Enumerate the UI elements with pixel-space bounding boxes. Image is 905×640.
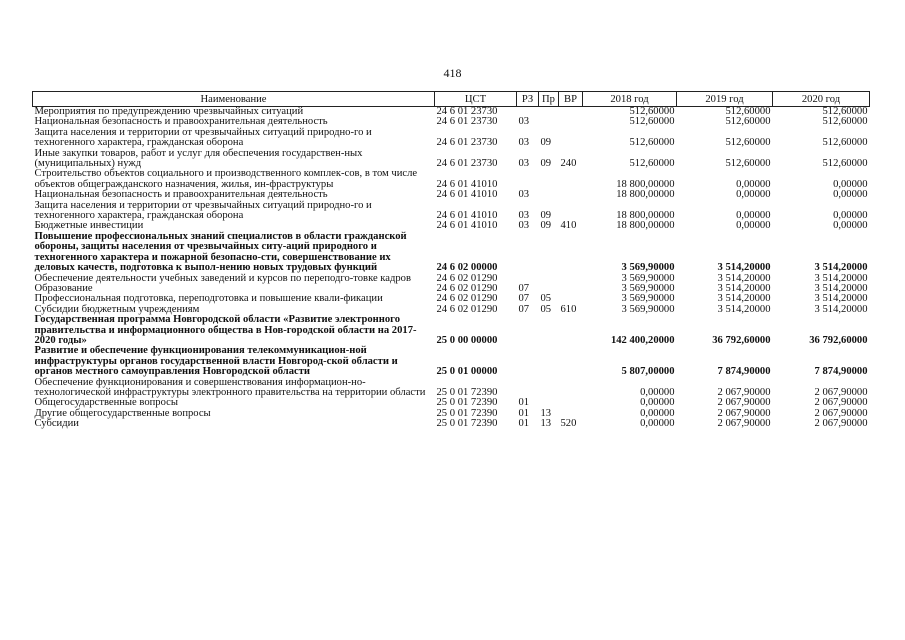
row-value-2020: 7 874,90000 [814, 366, 868, 378]
row-cst: 25 0 01 72390 [436, 418, 498, 430]
row-value-2020: 512,60000 [822, 106, 868, 117]
row-value-2020: 0,00000 [833, 189, 868, 201]
row-vr [559, 232, 583, 274]
row-rz [517, 315, 539, 346]
row-name: Обеспечение функционирования и совершенствования информацион-но- технологической инфраструктуры электронного правительства на территории области [34, 376, 426, 398]
row-value-2020: 2 067,90000 [814, 418, 868, 430]
row-value-2019: 512,60000 [725, 106, 771, 117]
row-value-2019: 0,00000 [736, 189, 771, 201]
row-value-2018: 5 807,00000 [621, 366, 675, 378]
row-name: Национальная безопасность и правоохранительная деятельность [34, 116, 328, 128]
row-rz: 03 [518, 158, 530, 170]
row-value-2020: 0,00000 [833, 220, 868, 232]
row-vr [559, 378, 583, 399]
row-value-2018: 18 800,00000 [616, 210, 675, 222]
row-vr [559, 190, 583, 200]
row-vr [559, 107, 583, 118]
row-value-2019: 3 514,20000 [717, 293, 771, 305]
budget-table [32, 91, 870, 430]
table-row [33, 232, 870, 274]
row-vr: 520 [560, 418, 577, 430]
row-cst: 24 6 01 41010 [436, 210, 498, 222]
row-value-2020: 512,60000 [822, 158, 868, 170]
row-cst: 25 0 01 72390 [436, 397, 498, 409]
row-value-2018: 18 800,00000 [616, 220, 675, 232]
header-rz: РЗ [517, 92, 539, 107]
row-name: Национальная безопасность и правоохранительная деятельность [34, 189, 328, 201]
row-value-2018: 512,60000 [629, 106, 675, 117]
row-cst: 24 6 01 41010 [436, 178, 498, 190]
row-name: Мероприятия по предупреждению чрезвычайных ситуаций [34, 106, 304, 117]
row-value-2019: 3 514,20000 [717, 272, 771, 284]
table-row [33, 169, 870, 190]
table-row [33, 315, 870, 346]
row-rz: 03 [518, 210, 530, 222]
row-vr: 610 [560, 303, 577, 315]
row-pr: 05 [540, 293, 552, 305]
row-pr [539, 378, 559, 399]
row-vr [559, 128, 583, 149]
row-rz: 03 [518, 189, 530, 201]
row-value-2020: 36 792,60000 [809, 334, 868, 346]
row-rz [517, 232, 539, 274]
table-row [33, 378, 870, 399]
row-pr [539, 274, 559, 284]
row-value-2019: 36 792,60000 [712, 334, 771, 346]
row-cst: 25 0 00 00000 [436, 334, 498, 346]
row-value-2018: 18 800,00000 [616, 178, 675, 190]
row-pr: 09 [540, 158, 552, 170]
table-header-row [33, 92, 870, 107]
row-cst: 24 6 02 01290 [436, 303, 498, 315]
row-rz [517, 169, 539, 190]
row-value-2018: 18 800,00000 [616, 189, 675, 201]
row-rz: 07 [518, 282, 530, 294]
header-cst: ЦСТ [435, 92, 517, 107]
row-vr [559, 274, 583, 284]
row-value-2018: 3 569,90000 [621, 303, 675, 315]
row-pr [539, 117, 559, 127]
row-vr [559, 398, 583, 408]
row-rz: 03 [518, 137, 530, 149]
table-row [33, 419, 870, 429]
row-value-2019: 3 514,20000 [717, 303, 771, 315]
header-pr: Пр [539, 92, 559, 107]
row-vr [559, 346, 583, 377]
row-value-2019: 2 067,90000 [717, 418, 771, 430]
header-vr: ВР [559, 92, 583, 107]
row-rz: 03 [518, 220, 530, 232]
row-vr [559, 201, 583, 222]
row-value-2019: 3 514,20000 [717, 262, 771, 274]
row-value-2020: 3 514,20000 [814, 303, 868, 315]
row-name: Субсидии [34, 418, 79, 430]
row-vr [559, 169, 583, 190]
row-pr: 05 [540, 303, 552, 315]
row-vr: 240 [560, 158, 577, 170]
row-cst: 25 0 01 72390 [436, 386, 498, 398]
row-value-2018: 512,60000 [629, 158, 675, 170]
row-value-2019: 2 067,90000 [717, 407, 771, 419]
row-value-2019: 0,00000 [736, 220, 771, 232]
row-cst: 24 6 02 01290 [436, 293, 498, 305]
row-cst: 24 6 02 01290 [436, 272, 498, 284]
row-pr: 13 [540, 407, 552, 419]
row-value-2019: 3 514,20000 [717, 282, 771, 294]
row-value-2020: 512,60000 [822, 137, 868, 149]
row-name: Развитие и обеспечение функционирования телекоммуникацион-ной инфраструктуры органов государственной власти Новгород-ской области и органов местного самоуправления Новгородской области [34, 345, 398, 378]
row-name: Образование [34, 282, 93, 294]
row-vr [559, 315, 583, 346]
row-vr: 410 [560, 220, 577, 232]
row-value-2019: 512,60000 [725, 116, 771, 128]
row-value-2018: 3 569,90000 [621, 293, 675, 305]
row-cst: 24 6 02 01290 [436, 282, 498, 294]
row-value-2020: 512,60000 [822, 116, 868, 128]
table-row [33, 346, 870, 377]
row-value-2019: 2 067,90000 [717, 397, 771, 409]
row-name: Государственная программа Новгородской области «Развитие электронного правительства и информационного общества в Нов-городской области на 2017-2020 годы» [34, 314, 417, 346]
row-rz: 03 [518, 116, 530, 128]
row-name: Иные закупки товаров, работ и услуг для обеспечения государствен-ных (муниципальных) нужд [34, 147, 363, 170]
row-pr [539, 190, 559, 200]
table-row [33, 149, 870, 170]
row-value-2020: 3 514,20000 [814, 262, 868, 274]
row-value-2018: 0,00000 [640, 386, 675, 398]
row-rz [517, 378, 539, 399]
row-value-2020: 3 514,20000 [814, 272, 868, 284]
row-name: Субсидии бюджетным учреждениям [34, 303, 200, 315]
row-rz: 07 [518, 293, 530, 305]
row-value-2019: 512,60000 [725, 158, 771, 170]
row-name: Бюджетные инвестиции [34, 220, 144, 232]
row-rz [517, 346, 539, 377]
row-value-2020: 0,00000 [833, 178, 868, 190]
row-value-2018: 0,00000 [640, 397, 675, 409]
row-value-2018: 142 400,20000 [610, 334, 675, 346]
row-name: Профессиональная подготовка, переподготовка и повышение квали-фикации [34, 293, 383, 305]
row-pr [539, 169, 559, 190]
row-value-2018: 3 569,90000 [621, 282, 675, 294]
row-value-2020: 2 067,90000 [814, 386, 868, 398]
header-2019: 2019 год [677, 92, 773, 107]
row-pr: 09 [540, 137, 552, 149]
row-name: Другие общегосударственные вопросы [34, 407, 211, 419]
row-rz: 01 [518, 407, 530, 419]
row-value-2018: 0,00000 [640, 418, 675, 430]
row-vr [559, 117, 583, 127]
row-name: Защита населения и территории от чрезвычайных ситуаций природно-го и техногенного характера, гражданская оборона [34, 199, 372, 222]
row-name: Обеспечение деятельности учебных заведений и курсов по переподго-товке кадров [34, 272, 411, 284]
row-cst: 25 0 01 00000 [436, 366, 498, 378]
row-value-2019: 512,60000 [725, 137, 771, 149]
header-2020: 2020 год [773, 92, 870, 107]
row-pr [539, 232, 559, 274]
row-value-2019: 0,00000 [736, 210, 771, 222]
row-cst: 24 6 01 41010 [436, 189, 498, 201]
row-rz: 07 [518, 303, 530, 315]
row-value-2020: 2 067,90000 [814, 397, 868, 409]
row-cst: 24 6 01 41010 [436, 220, 498, 232]
row-value-2019: 0,00000 [736, 178, 771, 190]
row-cst: 25 0 01 72390 [436, 407, 498, 419]
row-value-2020: 3 514,20000 [814, 282, 868, 294]
row-name: Защита населения и территории от чрезвычайных ситуаций природно-го и техногенного характера, гражданская оборона [34, 126, 372, 149]
row-value-2018: 3 569,90000 [621, 272, 675, 284]
row-value-2020: 2 067,90000 [814, 407, 868, 419]
row-value-2020: 0,00000 [833, 210, 868, 222]
row-cst: 24 6 01 23730 [436, 137, 498, 149]
row-vr [559, 284, 583, 294]
row-value-2020: 3 514,20000 [814, 293, 868, 305]
row-name: Повышение профессиональных знаний специалистов в области гражданской обороны, защиты населения от чрезвычайных ситу-аций природного и техногенного характера и пожарной безопасно-сти, совершенствование их деловых качеств, подготовка к выпол-нению новых трудовых функций [34, 230, 407, 274]
row-cst: 24 6 02 00000 [436, 262, 498, 274]
row-value-2018: 3 569,90000 [621, 262, 675, 274]
table-row [33, 128, 870, 149]
row-name: Строительство объектов социального и производственного комплек-сов, в том числе объектов общегражданского назначения, жилья, ин-фраструктуры [34, 168, 418, 190]
row-cst: 24 6 01 23730 [436, 106, 498, 117]
row-cst: 24 6 01 23730 [436, 158, 498, 170]
row-value-2018: 0,00000 [640, 407, 675, 419]
row-rz: 01 [518, 397, 530, 409]
header-2018: 2018 год [583, 92, 677, 107]
row-rz: 01 [518, 418, 530, 430]
row-pr: 13 [540, 418, 552, 430]
table-row [33, 201, 870, 222]
row-pr [539, 346, 559, 377]
row-name: Общегосударственные вопросы [34, 397, 178, 409]
row-value-2019: 2 067,90000 [717, 386, 771, 398]
row-value-2019: 7 874,90000 [717, 366, 771, 378]
row-cst: 24 6 01 23730 [436, 116, 498, 128]
row-pr [539, 315, 559, 346]
row-value-2018: 512,60000 [629, 137, 675, 149]
row-pr: 09 [540, 220, 552, 232]
row-value-2018: 512,60000 [629, 116, 675, 128]
page-number: 418 [443, 66, 462, 80]
header-name: Наименование [33, 92, 435, 107]
row-pr: 09 [540, 210, 552, 222]
row-pr [539, 107, 559, 118]
